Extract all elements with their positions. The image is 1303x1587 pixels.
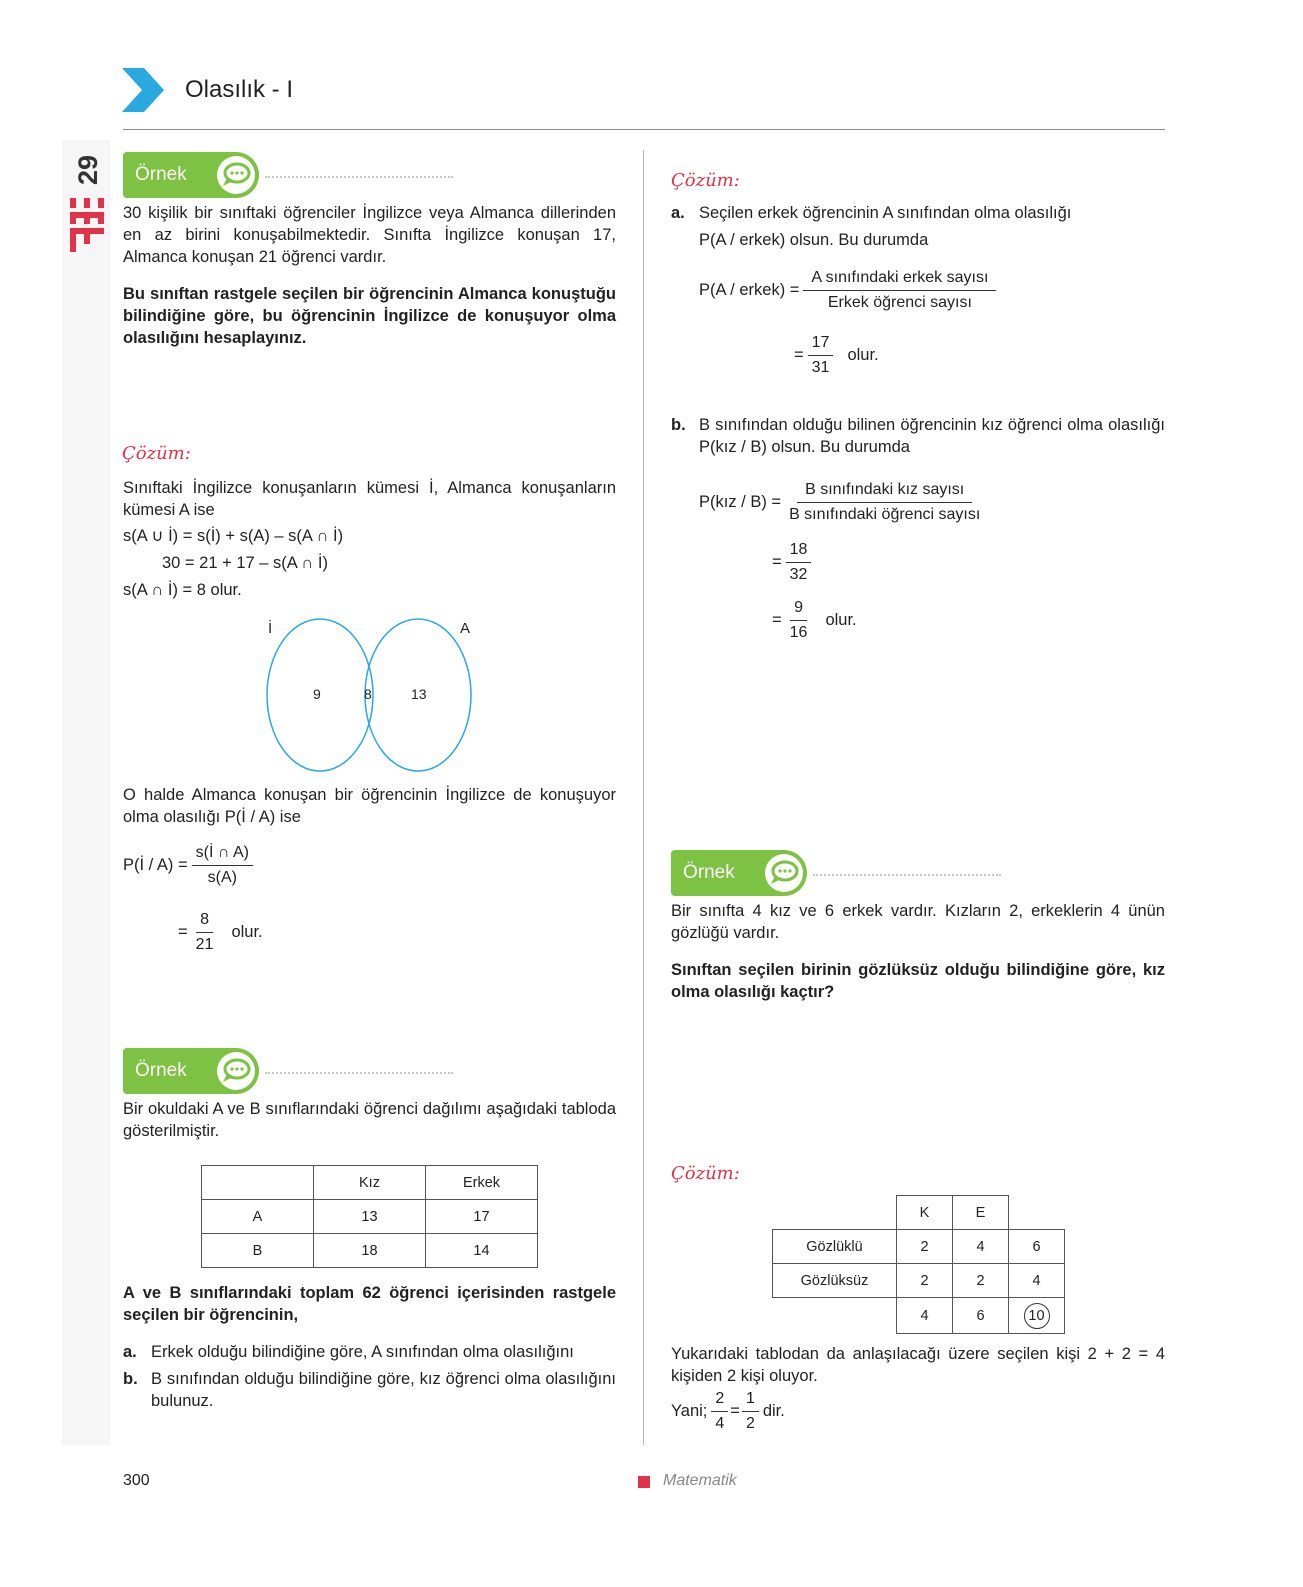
item-label: a. — [671, 204, 685, 222]
ornek-label: Örnek — [683, 862, 735, 883]
ornek-badge — [123, 1048, 453, 1094]
solution2-b-probability — [699, 480, 984, 525]
probability-fraction — [192, 843, 253, 888]
column-divider — [643, 150, 644, 1445]
equals-sign: = — [794, 346, 804, 364]
glasses-table — [772, 1195, 1065, 1334]
table-row-label: Gözlüksüz — [773, 1264, 897, 1298]
speech-bubble-icon — [217, 1052, 255, 1090]
fraction-denominator: 32 — [789, 566, 808, 583]
header-divider — [123, 129, 1165, 130]
table-row — [773, 1196, 1065, 1230]
fraction-numerator: 9 — [790, 598, 807, 621]
ornek-badge — [671, 850, 1001, 896]
solution3-text: Yukarıdaki tablodan da anlaşılacağı üzere seçilen kişi 2 + 2 = 4 kişiden 2 kişi oluyor. — [671, 1345, 1165, 1385]
cozum-heading: Çözüm: — [122, 443, 191, 464]
result-fraction — [192, 910, 218, 955]
solution1-result — [178, 910, 263, 955]
side-number: 29 — [73, 154, 103, 186]
cozum-heading: Çözüm: — [671, 1163, 740, 1184]
fraction-numerator: 17 — [808, 333, 834, 356]
table-row — [202, 1200, 538, 1234]
equals-sign: = — [772, 553, 782, 571]
result-fraction — [742, 1389, 759, 1434]
venn-label-a: A — [460, 620, 471, 637]
venn-label-i: İ — [268, 620, 273, 637]
example2-item-a — [123, 1341, 616, 1363]
venn-value-only-a: 13 — [411, 686, 427, 702]
item-text: Seçilen erkek öğrencinin A sınıfından olma olasılığı — [699, 204, 1072, 222]
table-cell: 17 — [426, 1200, 538, 1234]
fraction-denominator: 16 — [789, 624, 808, 641]
example2-item-b — [123, 1368, 616, 1412]
table-cell — [202, 1166, 314, 1200]
fraction-denominator: 31 — [811, 359, 830, 376]
equals-sign: = — [772, 611, 782, 629]
table-cell: B — [202, 1234, 314, 1268]
fraction-denominator: B sınıfındaki öğrenci sayısı — [789, 506, 981, 523]
probability-lhs: P(İ / A) = — [123, 856, 188, 874]
venn-value-only-i: 9 — [313, 686, 321, 702]
fraction-numerator: 8 — [196, 910, 213, 933]
result-fraction — [786, 598, 812, 643]
fraction-denominator: s(A) — [207, 869, 237, 886]
table-cell: 6 — [1009, 1230, 1065, 1264]
solution1-line2: 30 = 21 + 17 – s(A ∩ İ) — [162, 554, 328, 572]
equals-sign: = — [730, 1402, 740, 1420]
solution1-conclusion: O halde Almanca konuşan bir öğrencinin İngilizce de konuşuyor olma olasılığı P(İ / A) ise — [123, 786, 616, 826]
ornek-label: Örnek — [135, 1060, 187, 1081]
olur-text: olur. — [825, 611, 857, 629]
table-row — [773, 1264, 1065, 1298]
table-cell: 6 — [953, 1298, 1009, 1334]
table-cell: Kız — [314, 1166, 426, 1200]
solution2-b-text — [671, 414, 1165, 458]
ornek-badge — [123, 152, 453, 198]
example3-question: Sınıftan seçilen birinin gözlüksüz olduğu bilindiğine göre, kız olma olasılığı kaçtır? — [671, 961, 1165, 1001]
table-cell: 2 — [897, 1264, 953, 1298]
speech-bubble-icon — [765, 854, 803, 892]
chevron-logo-icon — [122, 68, 164, 112]
cozum-heading: Çözüm: — [671, 170, 740, 191]
fraction-numerator: s(İ ∩ A) — [192, 843, 253, 866]
table-header-e: E — [953, 1196, 1009, 1230]
solution3-result — [671, 1389, 785, 1434]
fraction-denominator: 2 — [745, 1415, 755, 1432]
table-cell: 2 — [897, 1230, 953, 1264]
solution1-line1: s(A ∪ İ) = s(İ) + s(A) – s(A ∩ İ) — [123, 527, 344, 545]
page-number: 300 — [123, 1472, 150, 1489]
fraction-denominator: 21 — [195, 936, 214, 953]
item-text: B sınıfından olduğu bilinen öğrencinin kız öğrenci olma olasılığı P(kız / B) olsun. Bu durumda — [699, 416, 1165, 456]
venn-value-both: 8 — [364, 686, 372, 702]
page-title: Olasılık - I — [185, 76, 294, 103]
equals-sign: = — [178, 923, 188, 941]
yani-text: Yani; — [671, 1402, 708, 1420]
table-cell: 4 — [897, 1298, 953, 1334]
table-row — [202, 1234, 538, 1268]
table-cell: 2 — [953, 1264, 1009, 1298]
fraction-denominator: 4 — [715, 1415, 725, 1432]
table-cell-empty — [1009, 1196, 1065, 1230]
dotted-line — [813, 874, 1001, 876]
dir-text: dir. — [762, 1402, 785, 1420]
fraction-numerator: 1 — [742, 1389, 759, 1412]
result-fraction — [711, 1389, 728, 1434]
solution2-a-line2: P(A / erkek) olsun. Bu durumda — [699, 231, 929, 249]
ornek-label: Örnek — [135, 164, 187, 185]
table-cell: 4 — [953, 1230, 1009, 1264]
solution2-b-result2 — [772, 598, 857, 643]
table-row — [202, 1166, 538, 1200]
olur-text: olur. — [847, 346, 879, 364]
example1-question: Bu sınıftan rastgele seçilen bir öğrencinin Almanca konuştuğu bilindiğine göre, bu öğrencinin İngilizce de konuşuyor olma olasılığını hesaplayınız. — [123, 285, 616, 347]
item-label: b. — [123, 1370, 138, 1388]
example1-text: 30 kişilik bir sınıftaki öğrenciler İngilizce veya Almanca dillerinden en az birini konuşabilmektedir. Sınıfta İngilizce konuşan 17, Almanca konuşan 21 öğrenci vardır. — [123, 204, 616, 266]
table-cell-empty — [773, 1196, 897, 1230]
circled-total: 10 — [1024, 1303, 1050, 1329]
dotted-line — [265, 176, 453, 178]
probability-fraction — [803, 268, 996, 313]
solution2-b-result1 — [772, 540, 811, 585]
table-cell: 18 — [314, 1234, 426, 1268]
table-row — [773, 1298, 1065, 1334]
solution1-intro: Sınıftaki İngilizce konuşanların kümesi İ, Almanca konuşanların kümesi A ise — [123, 479, 616, 519]
item-text: Erkek olduğu bilindiğine göre, A sınıfından olma olasılığını — [151, 1343, 574, 1361]
fraction-numerator: 18 — [786, 540, 812, 563]
table-cell: 14 — [426, 1234, 538, 1268]
fraction-numerator: A sınıfındaki erkek sayısı — [803, 268, 996, 291]
solution2-a-probability — [699, 268, 996, 313]
dotted-line — [265, 1072, 453, 1074]
result-fraction — [808, 333, 834, 378]
table-row-label: Gözlüklü — [773, 1230, 897, 1264]
table-cell-total — [1009, 1298, 1065, 1334]
table-row — [773, 1230, 1065, 1264]
class-distribution-table — [201, 1165, 538, 1268]
footer-square-icon — [638, 1476, 650, 1488]
table-cell: 13 — [314, 1200, 426, 1234]
solution1-probability — [123, 843, 253, 888]
result-fraction — [786, 540, 812, 585]
side-strip — [62, 140, 110, 1445]
speech-bubble-icon — [217, 156, 255, 194]
probability-lhs: P(kız / B) = — [699, 493, 782, 511]
solution2-a-line1 — [671, 202, 1071, 224]
example2-text: Bir okuldaki A ve B sınıflarındaki öğrenci dağılımı aşağıdaki tabloda gösterilmiştir. — [123, 1100, 616, 1140]
item-label: b. — [671, 416, 686, 434]
fraction-numerator: 2 — [711, 1389, 728, 1412]
fraction-denominator: Erkek öğrenci sayısı — [827, 294, 972, 311]
olur-text: olur. — [231, 923, 263, 941]
fes-logo-icon — [70, 198, 104, 252]
table-cell: 4 — [1009, 1264, 1065, 1298]
example2-question: A ve B sınıflarındaki toplam 62 öğrenci içerisinden rastgele seçilen bir öğrencinin, — [123, 1284, 616, 1324]
solution2-a-result — [794, 333, 879, 378]
fraction-numerator: B sınıfındaki kız sayısı — [797, 480, 972, 503]
item-label: a. — [123, 1343, 137, 1361]
probability-fraction — [785, 480, 984, 525]
table-cell: Erkek — [426, 1166, 538, 1200]
table-cell-empty — [773, 1298, 897, 1334]
example3-text: Bir sınıfta 4 kız ve 6 erkek vardır. Kızların 2, erkeklerin 4 ünün gözlüğü vardır. — [671, 902, 1165, 942]
table-header-k: K — [897, 1196, 953, 1230]
probability-lhs: P(A / erkek) = — [699, 281, 800, 299]
footer-subject: Matematik — [663, 1472, 737, 1489]
item-text: B sınıfından olduğu bilindiğine göre, kız öğrenci olma olasılığını bulunuz. — [151, 1370, 616, 1410]
table-cell: A — [202, 1200, 314, 1234]
solution1-line3: s(A ∩ İ) = 8 olur. — [123, 581, 242, 599]
